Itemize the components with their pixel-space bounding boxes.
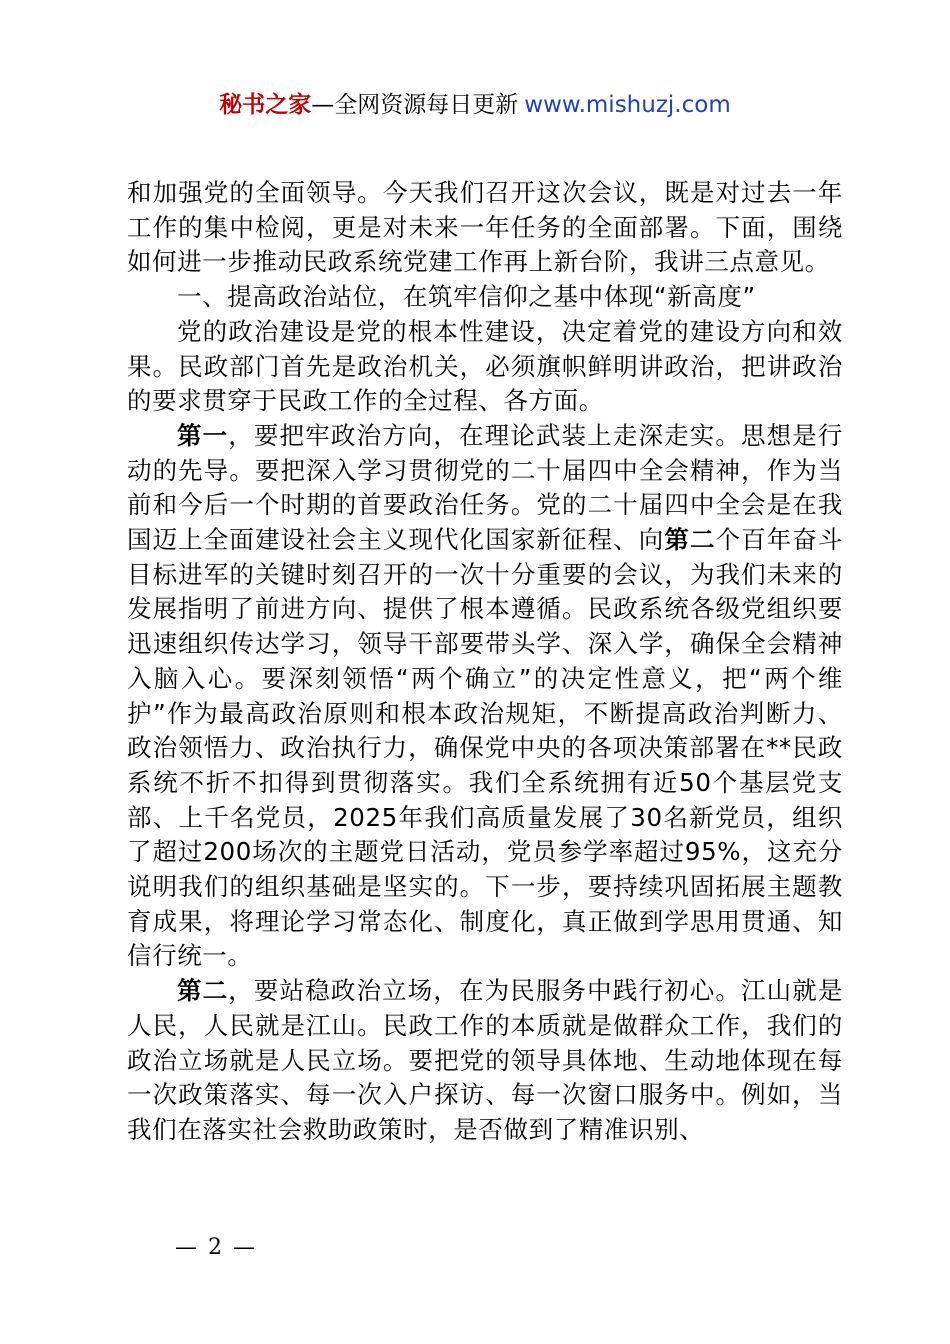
paragraph-continuation: 和加强党的全面领导。今天我们召开这次会议，既是对过去一年工作的集中检阅，更是对未来一年任务的全面部署。下面，围绕如何进一步推动民政系统党建工作再上新台阶，我讲三点意见。 xyxy=(127,178,843,277)
document-body xyxy=(127,176,843,1148)
header-url-link[interactable]: www.mishuzj.com xyxy=(524,92,731,118)
header-brand: 秘书之家 xyxy=(219,92,312,118)
paragraph-second-point xyxy=(127,974,843,1148)
header-tagline: —全网资源每日更新 xyxy=(311,92,519,118)
first-point-inline-bold: 第二 xyxy=(664,525,716,555)
paragraph-intro: 党的政治建设是党的根本性建设，决定着党的建设方向和效果。民政部门首先是政治机关，必须旗帜鲜明讲政治，把讲政治的要求贯穿于民政工作的全过程、各方面。 xyxy=(127,316,843,416)
section-heading: 一、提高政治站位，在筑牢信仰之基中体现“新高度” xyxy=(177,282,756,312)
second-point-lead: 第二 xyxy=(177,976,229,1006)
second-point-text: ，要站稳政治立场，在为民服务中践行初心。江山就是人民，人民就是江山。民政工作的本质就是做群众工作，我们的政治立场就是人民立场。要把党的领导具体地、生动地体现在每一次政策落实、每一次入户探访、每一次窗口服务中。例如，当我们在落实社会救助政策时，是否做到了精准识别、 xyxy=(127,976,843,1144)
page-header xyxy=(0,88,950,122)
first-point-lead: 第一 xyxy=(177,420,229,450)
first-point-text-a: ，要把牢政治方向，在理论武装上走深走实。思想是行动的先导。要把深入学习贯彻党的二十届四中全会精神，作为当前和今后一个时期的首要政治任务。党的二十届四中全会是在我国迈上全面建设社会主义现代化国家新征程、向 xyxy=(127,420,843,555)
page-number: — 2 — xyxy=(175,1235,257,1260)
paragraph-first-point xyxy=(127,419,843,974)
first-point-text-b: 个百年奋斗目标进军的关键时刻召开的一次十分重要的会议，为我们未来的发展指明了前进方向、提供了根本遵循。民政系统各级党组织要迅速组织传达学习，领导干部要带头学、深入学，确保全会精神入脑入心。要深刻领悟“两个确立”的决定性意义，把“两个维护”作为最高政治原则和根本政治规矩，不断提高政治判断力、政治领悟力、政治执行力，确保党中央的各项决策部署在**民政系统不折不扣得到贯彻落实。我们全系统拥有近50个基层党支部、上千名党员，2025年我们高质量发展了30名新党员，组织了超过200场次的主题党日活动，党员参学率超过95%，这充分说明我们的组织基础是坚实的。下一步，要持续巩固拓展主题教育成果，将理论学习常态化、制度化，真正做到学思用贯通、知信行统一。 xyxy=(127,525,844,971)
